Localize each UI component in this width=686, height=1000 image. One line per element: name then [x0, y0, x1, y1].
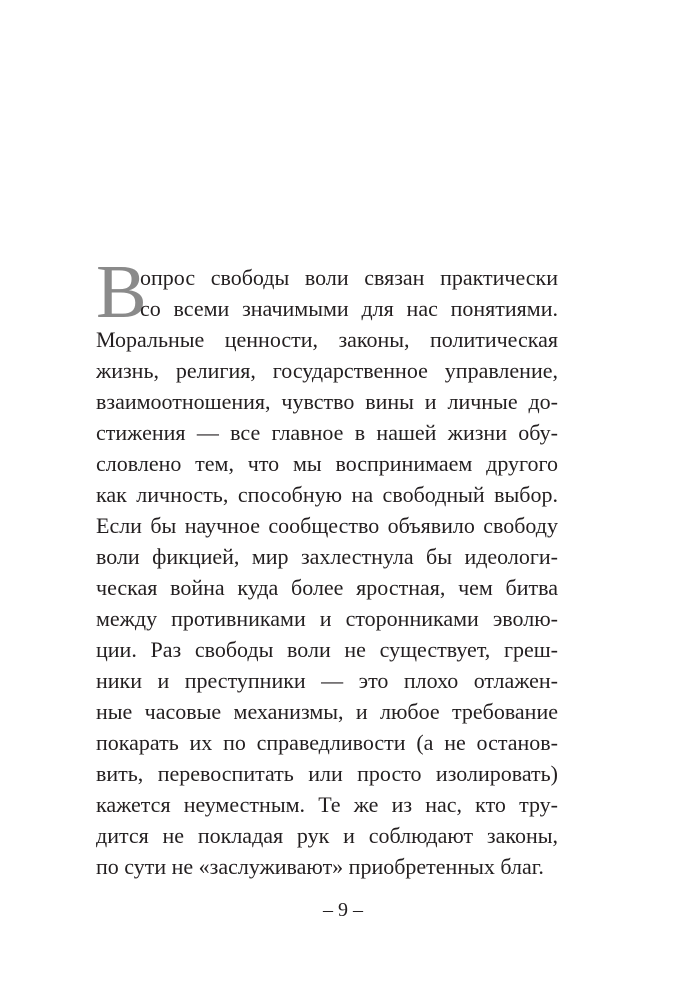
paragraph-line-13: ции. Раз свободы воли не существует, греш-	[96, 637, 558, 662]
body-paragraph	[96, 262, 558, 882]
paragraph-line-15: ные часовые механизмы, и любое требование	[96, 699, 558, 724]
drop-cap-letter: В	[96, 250, 147, 334]
paragraph-line-11: ческая война куда более яростная, чем битва	[96, 575, 558, 600]
paragraph-line-18: кажется неуместным. Те же из нас, кто тру-	[96, 792, 558, 817]
paragraph-line-4: жизнь, религия, государственное управление,	[96, 358, 558, 383]
paragraph-line-3: Моральные ценности, законы, политическая	[96, 327, 558, 352]
paragraph-line-17: вить, перевоспитать или просто изолировать)	[96, 761, 558, 786]
paragraph-line-12: между противниками и сторонниками эволю-	[96, 606, 558, 631]
paragraph-line-16: покарать их по справедливости (а не останов-	[96, 730, 558, 755]
paragraph-line-10: воли фикцией, мир захлестнула бы идеологи-	[96, 544, 558, 569]
paragraph-line-20: по сути не «заслуживают» приобретенных благ.	[96, 854, 544, 879]
paragraph-line-5: взаимоотношения, чувство вины и личные до-	[96, 389, 558, 414]
paragraph-line-1: опрос свободы воли связан практически	[140, 265, 558, 290]
paragraph-line-7: словлено тем, что мы воспринимаем другого	[96, 451, 558, 476]
paragraph-line-19: дится не покладая рук и соблюдают законы,	[96, 823, 558, 848]
page-number: – 9 –	[323, 899, 363, 921]
paragraph-line-14: ники и преступники — это плохо отлажен-	[96, 668, 558, 693]
paragraph-line-6: стижения — все главное в нашей жизни обу-	[96, 420, 558, 445]
paragraph-line-9: Если бы научное сообщество объявило свободу	[96, 513, 558, 538]
paragraph-line-8: как личность, способную на свободный выбор.	[96, 482, 558, 507]
paragraph-line-2: со всеми значимыми для нас понятиями.	[140, 296, 558, 321]
